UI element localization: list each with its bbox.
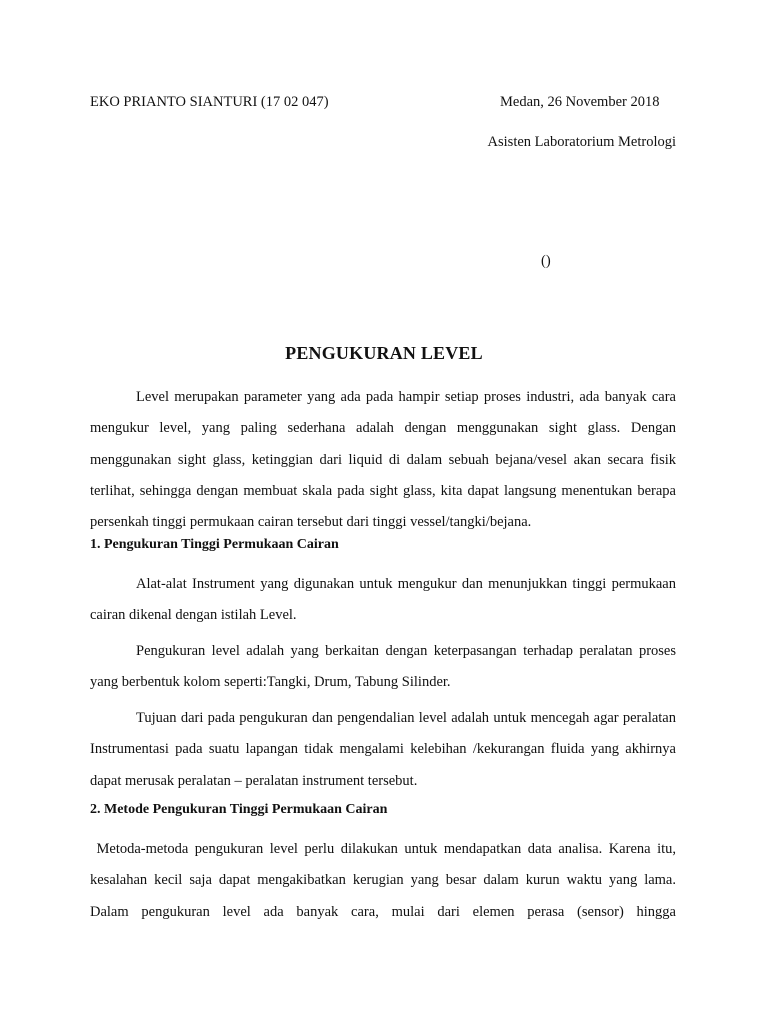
- author-line: EKO PRIANTO SIANTURI (17 02 047): [90, 94, 329, 110]
- place-date: Medan, 26 November 2018: [500, 94, 660, 110]
- section-1-paragraph-1: Alat-alat Instrument yang digunakan untuk mengukur dan menunjukkan tinggi permukaan cairan dikenal dengan istilah Level.: [90, 576, 676, 624]
- signature-placeholder: (): [541, 253, 551, 269]
- recipient-line: Asisten Laboratorium Metrologi: [487, 134, 676, 150]
- section-1-paragraph-2: Pengukuran level adalah yang berkaitan dengan keterpasangan terhadap peralatan proses yang berbentuk kolom seperti:Tangki, Drum, Tabung Silinder.: [90, 643, 676, 691]
- intro-paragraph: Level merupakan parameter yang ada pada hampir setiap proses industri, ada banyak cara mengukur level, yang paling sederhana adalah dengan menggunakan sight glass. Dengan menggunakan sight glass, ketinggian dari liquid di dalam sebuah bejana/vesel akan secara fisik terlihat, sehingga dengan membuat skala pada sight glass, kita dapat langsung menentukan berapa persenkah tinggi permukaan cairan tersebut dari tinggi vessel/tangki/bejana.: [90, 389, 676, 531]
- document-title: PENGUKURAN LEVEL: [285, 343, 483, 363]
- section-1-heading: 1. Pengukuran Tinggi Permukaan Cairan: [90, 537, 339, 552]
- section-2-paragraph-1: Metoda-metoda pengukuran level perlu dilakukan untuk mendapatkan data analisa. Karena itu, kesalahan kecil saja dapat mengakibatkan kerugian yang besar dalam kurun waktu yang lama. Dalam pengukuran level ada banyak cara, mulai dari elemen perasa (sensor) hingga: [90, 841, 680, 920]
- section-2-heading: 2. Metode Pengukuran Tinggi Permukaan Cairan: [90, 802, 388, 817]
- section-1-paragraph-3: Tujuan dari pada pengukuran dan pengendalian level adalah untuk mencegah agar peralatan Instrumentasi pada suatu lapangan tidak mengalami kelebihan /kekurangan fluida yang akhirnya dapat merusak peralatan – peralatan instrument tersebut.: [90, 710, 676, 789]
